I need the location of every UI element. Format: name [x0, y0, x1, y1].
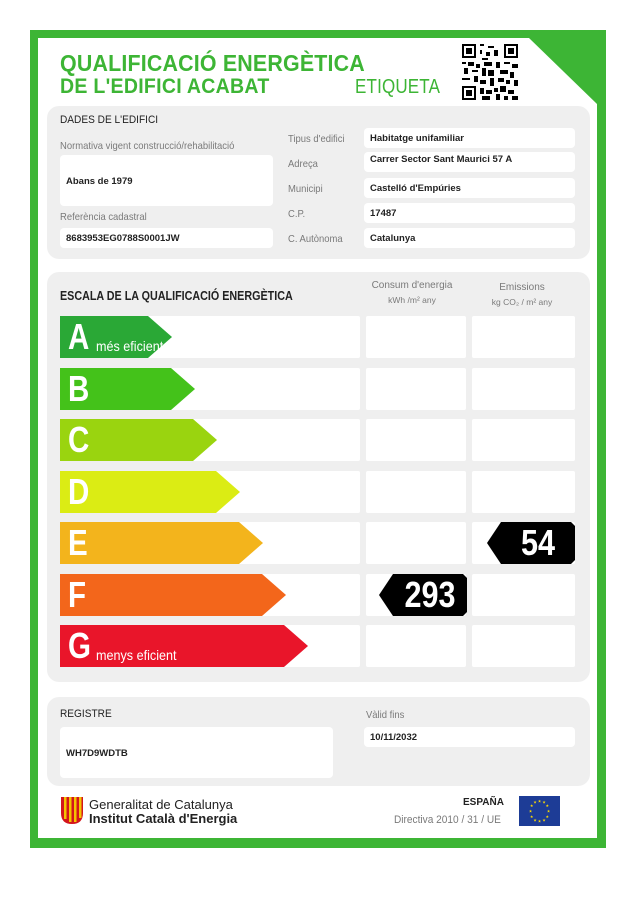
rating-arrow-f [60, 574, 286, 616]
cadastral-value: 8683953EG0788S0001JW [66, 233, 180, 244]
emissions-cell-a [472, 316, 575, 358]
rating-letter-c: C [68, 419, 90, 460]
emissions-cell-f [472, 574, 575, 616]
emissions-cell-c [472, 419, 575, 461]
svg-text:★: ★ [542, 817, 546, 823]
rating-arrow-a [60, 316, 172, 358]
svg-text:★: ★ [537, 818, 542, 824]
emissions-header-line1: Emissions [499, 282, 545, 293]
svg-text:★: ★ [528, 808, 533, 814]
emissions-header [472, 281, 572, 309]
address-label: Adreça [288, 158, 318, 170]
consumption-marker [379, 574, 467, 616]
svg-text:★: ★ [533, 817, 537, 823]
rating-letter-b: B [68, 368, 90, 409]
emissions-value: 54 [520, 522, 556, 563]
institute-name: Institut Català d'Energia [89, 811, 238, 826]
org-name: Generalitat de Catalunya [89, 797, 233, 812]
rating-letter-f: F [68, 574, 87, 615]
consumption-cell-e [366, 522, 466, 564]
generalitat-logo-icon [61, 797, 83, 824]
country-label: ESPAÑA [463, 797, 504, 808]
municipality-label: Municipi [288, 183, 323, 195]
corner-triangle [529, 38, 597, 104]
registry-code: WH7D9WDTB [66, 748, 128, 759]
consumption-value: 293 [404, 574, 456, 615]
consumption-cell-a [366, 316, 466, 358]
svg-text:★: ★ [529, 803, 534, 808]
emissions-cell-d [472, 471, 575, 513]
scale-section-title: ESCALA DE LA QUALIFICACIÓ ENERGÈTICA [60, 289, 293, 303]
emissions-header-line2: kg CO₂ / m² any [491, 297, 553, 307]
emissions-cell-g [472, 625, 575, 667]
emissions-cell-b [472, 368, 575, 410]
consumption-cell-c [366, 419, 466, 461]
municipality-value: Castelló d'Empúries [370, 183, 461, 194]
building-section-title: DADES DE L'EDIFICI [60, 114, 159, 126]
title-line-1: QUALIFICACIÓ ENERGÈTICA [60, 50, 365, 76]
address-value: Carrer Sector Sant Maurici 57 A [370, 154, 513, 165]
title-line-2: DE L'EDIFICI ACABAT [60, 75, 270, 98]
rating-suffix-a: més eficient [96, 338, 164, 354]
rating-arrow-b [60, 368, 195, 410]
regulation-value: Abans de 1979 [66, 176, 133, 187]
regulation-label: Normativa vigent construcció/rehabilitació [60, 140, 235, 152]
consumption-cell-d [366, 471, 466, 513]
consumption-cell-g [366, 625, 466, 667]
svg-text:★: ★ [545, 814, 550, 819]
svg-text:★: ★ [542, 799, 546, 805]
rating-arrow-e [60, 522, 263, 564]
valid-until-value: 10/11/2032 [370, 732, 418, 743]
consumption-header [364, 279, 460, 307]
postal-code-value: 17487 [370, 208, 397, 219]
svg-text:★: ★ [533, 799, 537, 805]
directive-label: Directiva 2010 / 31 / UE [394, 814, 501, 826]
rating-letter-g: G [68, 625, 91, 666]
rating-letter-e: E [68, 522, 88, 563]
rating-letter-d: D [68, 471, 90, 512]
building-type-value: Habitatge unifamiliar [370, 133, 464, 144]
svg-text:★: ★ [537, 798, 542, 804]
consumption-header-line2: kWh /m² any [388, 295, 436, 305]
registry-section-title: REGISTRE [60, 708, 112, 720]
svg-text:★: ★ [546, 808, 551, 814]
rating-arrow-c [60, 419, 217, 461]
eu-flag-icon [519, 796, 560, 826]
consumption-cell-b [366, 368, 466, 410]
building-type-label: Tipus d'edifici [288, 133, 345, 145]
cadastral-label: Referència cadastral [60, 211, 147, 223]
rating-arrow-d [60, 471, 240, 513]
community-label: C. Autònoma [288, 233, 343, 245]
consumption-header-line1: Consum d'energia [371, 280, 453, 291]
qr-code-icon [462, 44, 518, 100]
valid-until-label: Vàlid fins [366, 709, 405, 721]
label-type: ETIQUETA [355, 76, 441, 98]
svg-text:★: ★ [545, 803, 550, 808]
postal-code-label: C.P. [288, 208, 306, 220]
rating-letter-a: A [68, 316, 90, 357]
svg-text:★: ★ [529, 814, 534, 819]
rating-suffix-g: menys eficient [96, 647, 177, 663]
emissions-marker [487, 522, 575, 564]
rating-arrow-g [60, 625, 308, 667]
community-value: Catalunya [370, 233, 416, 244]
